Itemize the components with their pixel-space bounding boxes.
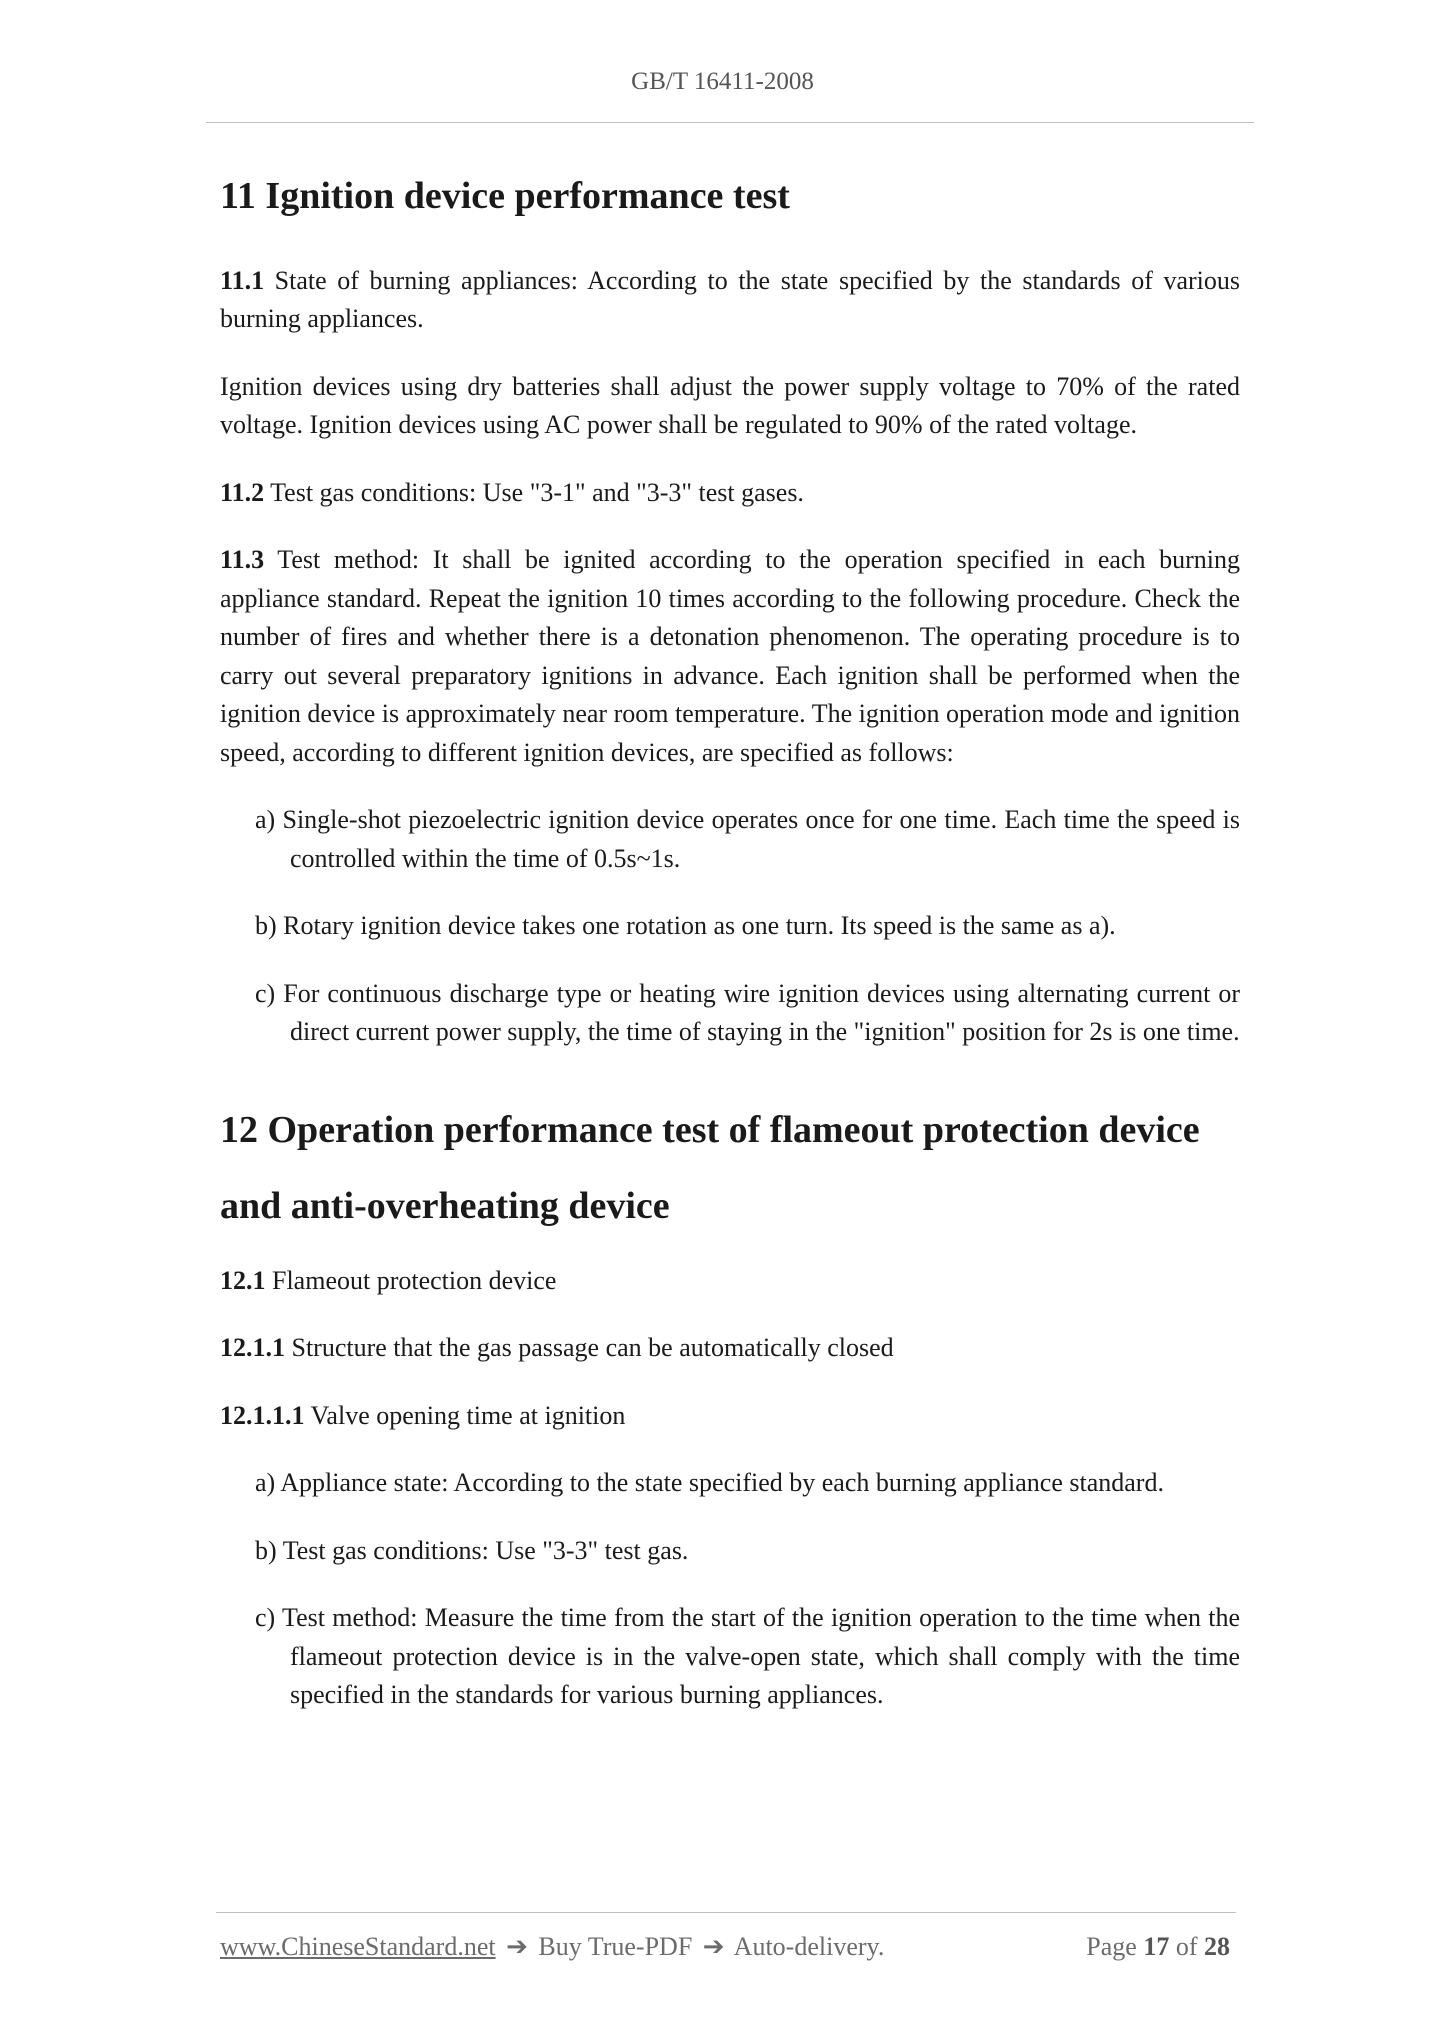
paragraph-voltage: Ignition devices using dry batteries shall adjust the power supply voltage to 70% of the rated voltage. Ignition devices using AC power shall be regulated to 90% of the rated voltage. [220,371,1240,440]
clause-11-2 [220,474,1240,513]
buy-text: Buy True-PDF [538,1932,693,1961]
page-content [220,160,1240,1744]
standard-code: GB/T 16411-2008 [631,68,814,95]
clause-number: 11.1 [220,265,265,295]
clause-number: 12.1.1.1 [220,1400,305,1430]
clause-12-1-1 [220,1329,1240,1368]
clause-12-1-1-1 [220,1397,1240,1436]
clause-text: Structure that the gas passage can be automatically closed [285,1333,894,1363]
list-item-c: c) Test method: Measure the time from the start of the ignition operation to the time when the flameout protection device is in the valve-open state, which shall comply with the time specified in the standards for various burning appliances. [255,1603,1240,1710]
arrow-right-icon: ➔ [702,1932,725,1961]
clause-text: Flameout protection device [265,1265,557,1295]
clause-number: 11.3 [220,545,265,575]
footer-divider [216,1912,1236,1913]
page-label: Page [1086,1932,1137,1961]
list-item-a: a) Appliance state: According to the state specified by each burning appliance standard. [255,1468,1164,1498]
clause-text: Test gas conditions: Use "3-1" and "3-3" test gases. [264,477,804,507]
document-header [0,68,1445,96]
of-label: of [1175,1932,1198,1961]
section-11-heading: 11 Ignition device performance test [220,175,790,217]
clause-text: Valve opening time at ignition [304,1400,626,1430]
section-12-heading: 12 Operation performance test of flameout protection device and anti-overheating device [220,1108,1200,1227]
list-item-b: b) Test gas conditions: Use "3-3" test gas. [255,1535,689,1565]
header-divider [206,122,1254,123]
clause-number: 11.2 [220,477,265,507]
list-item-a: a) Single-shot piezoelectric ignition device operates once for one time. Each time the speed is controlled within the time of 0.5s~1s. [255,805,1240,873]
delivery-text: Auto-delivery. [733,1932,885,1961]
clause-11-1 [220,262,1240,339]
current-page-number: 17 [1143,1932,1170,1961]
list-item-c: c) For continuous discharge type or heating wire ignition devices using alternating current or direct current power supply, the time of staying in the "ignition" position for 2s is one time. [255,978,1240,1047]
site-link[interactable]: www.ChineseStandard.net [220,1932,496,1961]
footer-promo [220,1932,884,1962]
list-item-b: b) Rotary ignition device takes one rotation as one turn. Its speed is the same as a). [255,911,1116,941]
clause-11-3 [220,541,1240,772]
clause-12-1 [220,1262,1240,1301]
clause-number: 12.1.1 [220,1333,285,1363]
clause-text: Test method: It shall be ignited according to the operation specified in each burning appliance standard. Repeat the ignition 10 times according to the following procedure. Check the number of fires and whether there is a detonation phenomenon. The operating procedure is to carry out several preparatory ignitions in advance. Each ignition shall be performed when the ignition device is approximately near room temperature. The ignition operation mode and ignition speed, according to different ignition devices, are specified as follows: [220,545,1240,767]
arrow-right-icon: ➔ [506,1932,528,1961]
clause-text: State of burning appliances: According to the state specified by the standards of various burning appliances. [220,265,1240,334]
total-pages-number: 28 [1204,1932,1230,1961]
page-indicator [1086,1932,1230,1962]
clause-number: 12.1 [220,1265,266,1295]
